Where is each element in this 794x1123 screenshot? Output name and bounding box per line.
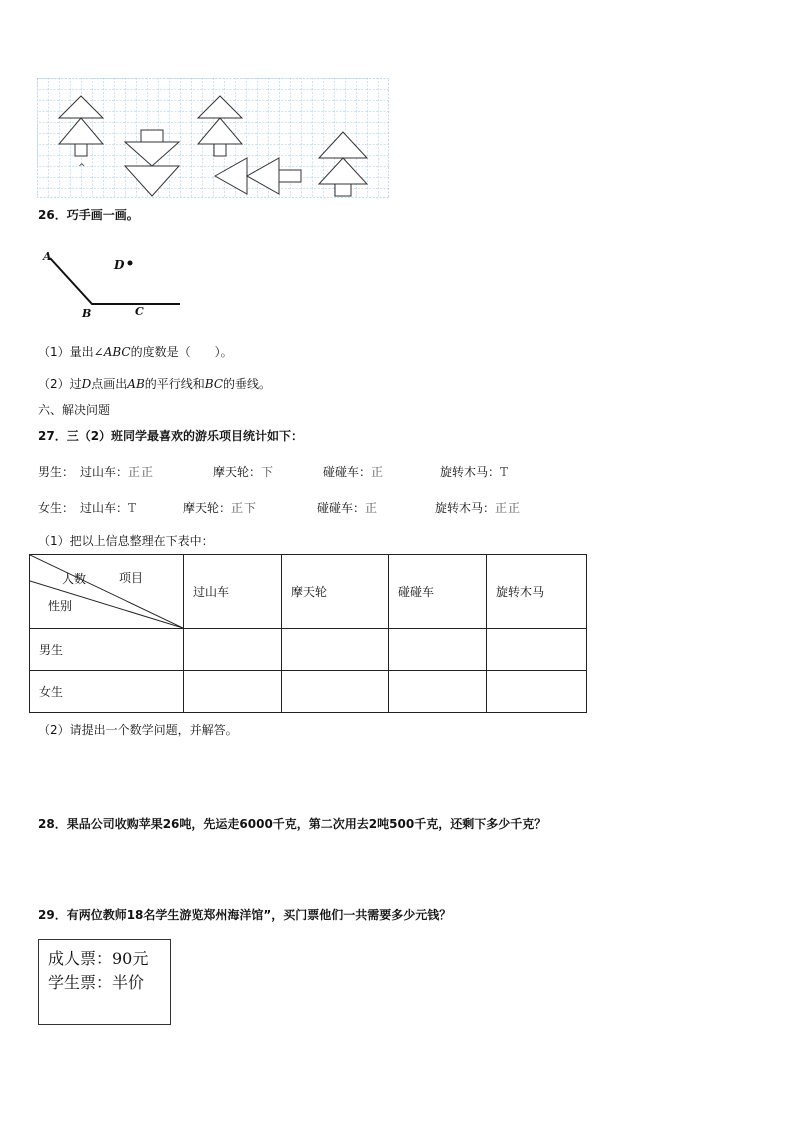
student-ticket-price: 学生票：半价 bbox=[48, 973, 145, 992]
tree-4-trunk bbox=[279, 170, 301, 182]
adult-ticket-price: 成人票：90元 bbox=[48, 949, 149, 968]
corner-item: 项目 bbox=[119, 571, 144, 585]
label-c: C bbox=[135, 305, 144, 318]
header-cell: 过山车 bbox=[184, 555, 282, 629]
label-b: B bbox=[82, 307, 92, 320]
q29-text: 29．有两位教师18名学生游览郑州海洋馆”，买门票他们一共需要多少元钱？ bbox=[38, 908, 452, 922]
tree-grid-figure bbox=[37, 78, 389, 198]
tree-5-trunk bbox=[335, 184, 351, 196]
section-6-heading: 六、解决问题 bbox=[38, 403, 111, 417]
q28-text: 28．果品公司收购苹果26吨，先运走6000千克，第二次用去2吨500千克，还剩下多少千克？ bbox=[38, 817, 547, 831]
answer-cell[interactable] bbox=[389, 629, 487, 671]
row-label-boys: 男生 bbox=[30, 629, 184, 671]
stat-table bbox=[29, 554, 587, 713]
answer-cell[interactable] bbox=[487, 671, 587, 713]
girls-item-1: 过山车：T bbox=[80, 501, 138, 515]
point-d bbox=[128, 261, 133, 266]
corner-count: 人数 bbox=[62, 572, 87, 586]
corner-cell bbox=[30, 555, 184, 629]
boys-item-1: 过山车：正正 bbox=[80, 465, 155, 479]
girls-label: 女生： bbox=[38, 501, 75, 515]
tree-3-trunk bbox=[214, 144, 226, 156]
answer-cell[interactable] bbox=[487, 629, 587, 671]
row-label-girls: 女生 bbox=[30, 671, 184, 713]
table-row bbox=[30, 629, 587, 671]
tree-2-trunk bbox=[141, 130, 163, 142]
table-row bbox=[30, 671, 587, 713]
answer-cell[interactable] bbox=[389, 671, 487, 713]
q26-title: 26．巧手画一画。 bbox=[38, 208, 139, 222]
angle-abc: ∠ABC bbox=[93, 345, 131, 359]
svg-text:^: ^ bbox=[78, 163, 86, 173]
ticket-price-box bbox=[38, 939, 171, 1025]
q27-title: 27．三（2）班同学最喜欢的游乐项目统计如下： bbox=[38, 429, 304, 443]
label-a: A bbox=[43, 250, 52, 263]
q26-sub2: （2）过D点画出AB的平行线和BC的垂线。 bbox=[38, 377, 272, 391]
boys-label: 男生： bbox=[38, 465, 75, 479]
boys-item-2: 摩天轮：下 bbox=[213, 465, 275, 479]
girls-item-2: 摩天轮：正下 bbox=[183, 501, 258, 515]
boys-item-3: 碰碰车：正 bbox=[323, 465, 385, 479]
corner-diagonals bbox=[30, 555, 183, 628]
girls-item-4: 旋转木马：正正 bbox=[435, 501, 522, 515]
answer-cell[interactable] bbox=[184, 629, 282, 671]
table-header-row bbox=[30, 555, 587, 629]
girls-item-3: 碰碰车：正 bbox=[317, 501, 379, 515]
q27-sub2: （2）请提出一个数学问题，并解答。 bbox=[38, 723, 238, 737]
label-d: D bbox=[114, 258, 125, 272]
boys-item-4: 旋转木马：T bbox=[440, 465, 510, 479]
header-cell: 旋转木马 bbox=[487, 555, 587, 629]
q27-sub1: （1）把以上信息整理在下表中： bbox=[38, 534, 214, 548]
answer-cell[interactable] bbox=[282, 629, 389, 671]
q26-sub1: （1）量出∠ABC的度数是（ ）。 bbox=[38, 345, 233, 359]
corner-gender: 性别 bbox=[48, 599, 73, 613]
header-cell: 碰碰车 bbox=[389, 555, 487, 629]
tree-1-trunk bbox=[75, 144, 87, 156]
angle-figure bbox=[36, 246, 186, 326]
header-cell: 摩天轮 bbox=[282, 555, 389, 629]
answer-cell[interactable] bbox=[282, 671, 389, 713]
answer-cell[interactable] bbox=[184, 671, 282, 713]
